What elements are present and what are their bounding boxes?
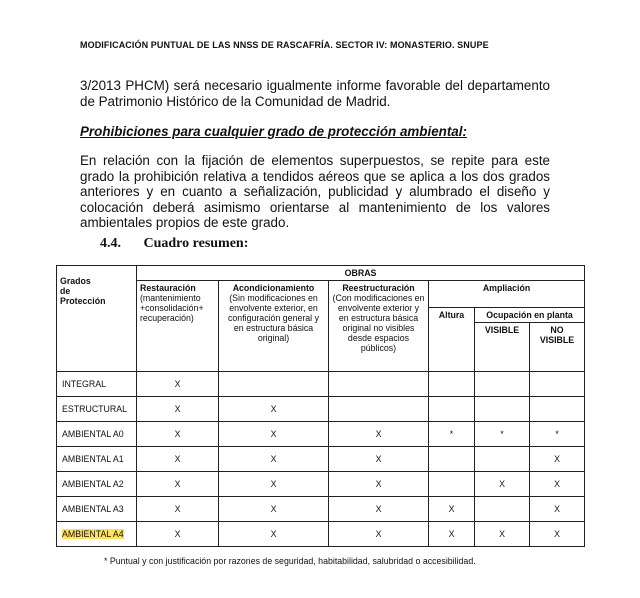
- cell-mark: X: [329, 522, 429, 547]
- grade-label: [57, 372, 137, 397]
- cell-mark: X: [219, 397, 329, 422]
- altura-header: Altura: [429, 308, 475, 372]
- cell-mark: X: [137, 472, 219, 497]
- cell-mark: X: [137, 422, 219, 447]
- paragraph-line: de Patrimonio Histórico de la Comunidad de Madrid.: [80, 93, 391, 109]
- cell-mark: X: [530, 447, 585, 472]
- cell-mark: X: [219, 447, 329, 472]
- cell-mark: *: [475, 422, 530, 447]
- grade-label-text: ESTRUCTURAL: [62, 404, 128, 414]
- paragraph-prohibiciones: [80, 153, 550, 231]
- obras-header: OBRAS: [137, 266, 585, 281]
- paragraph-informe: [80, 78, 550, 109]
- cell-mark: X: [530, 497, 585, 522]
- acondicionamiento-title: Acondicionamiento: [232, 283, 315, 293]
- reestructuracion-title: Reestructuración: [342, 283, 415, 293]
- grade-label: [57, 472, 137, 497]
- table-row: [57, 472, 585, 497]
- paragraph-line: En relación con la fijación de elementos superpuestos, se repite para este: [80, 153, 550, 168]
- cell-mark: X: [475, 522, 530, 547]
- cell-mark: [219, 372, 329, 397]
- cell-mark: X: [219, 522, 329, 547]
- paragraph-line: 3/2013 PHCM) será necesario igualmente informe favorable del departamento: [80, 78, 550, 93]
- cell-mark: X: [137, 497, 219, 522]
- cell-mark: X: [530, 522, 585, 547]
- cell-mark: [329, 372, 429, 397]
- table-row: [57, 447, 585, 472]
- cell-mark: *: [429, 422, 475, 447]
- grade-label: [57, 522, 137, 547]
- grade-label: [57, 422, 137, 447]
- grade-label-text: AMBIENTAL A4: [62, 529, 124, 539]
- cell-mark: [429, 397, 475, 422]
- section-heading: [100, 236, 248, 252]
- cell-mark: X: [219, 497, 329, 522]
- acondicionamiento-desc: (Sin modificaciones en envolvente exterior, en configuración general y en estructura básica original): [228, 293, 319, 343]
- grade-label-text: AMBIENTAL A2: [62, 479, 124, 489]
- paragraph-line: colocación deberá asimismo orientarse al mantenimiento de los valores: [80, 199, 550, 215]
- grados-line: Grados: [60, 276, 91, 286]
- table-row: [57, 397, 585, 422]
- cell-mark: [475, 397, 530, 422]
- cell-mark: X: [475, 472, 530, 497]
- no-visible-header: NO VISIBLE: [530, 323, 585, 372]
- summary-table: [56, 265, 585, 547]
- restauracion-title: Restauración: [140, 283, 196, 293]
- grade-label-text: AMBIENTAL A1: [62, 454, 124, 464]
- cell-mark: [429, 472, 475, 497]
- cell-mark: X: [137, 522, 219, 547]
- reestructuracion-desc: (Con modificaciones en envolvente exterior y en estructura básica original no visibles desde espacios públicos): [332, 293, 425, 353]
- subtitle-prohibiciones: Prohibiciones para cualquier grado de protección ambiental:: [80, 124, 467, 139]
- cell-mark: [530, 397, 585, 422]
- cell-mark: [475, 497, 530, 522]
- ampliacion-header: Ampliación: [429, 281, 585, 308]
- cell-mark: X: [137, 397, 219, 422]
- grade-label-text: AMBIENTAL A3: [62, 504, 124, 514]
- cell-mark: [329, 397, 429, 422]
- paragraph-line: anteriores y en cuanto a señalización, publicidad y alumbrado el diseño y: [80, 184, 550, 199]
- section-number: 4.4.: [100, 236, 121, 251]
- acondicionamiento-header: [219, 281, 329, 372]
- cell-mark: X: [219, 472, 329, 497]
- cell-mark: X: [137, 447, 219, 472]
- cell-mark: X: [329, 497, 429, 522]
- paragraph-line: grado la prohibición relativa a tendidos aéreos que se aplica a los dos grados: [80, 168, 550, 184]
- paragraph-line: ambientales propios de este grado.: [80, 215, 290, 230]
- cell-mark: X: [219, 422, 329, 447]
- cell-mark: [429, 372, 475, 397]
- grade-label: [57, 397, 137, 422]
- cell-mark: X: [530, 472, 585, 497]
- cell-mark: X: [329, 447, 429, 472]
- cell-mark: X: [429, 497, 475, 522]
- reestructuracion-header: [329, 281, 429, 372]
- table-row: [57, 372, 585, 397]
- table-row: [57, 422, 585, 447]
- cell-mark: X: [137, 372, 219, 397]
- restauracion-header: [137, 281, 219, 372]
- grados-line: de: [60, 286, 71, 296]
- cell-mark: X: [329, 472, 429, 497]
- cell-mark: X: [429, 522, 475, 547]
- grade-label-text: INTEGRAL: [62, 379, 106, 389]
- table-row: [57, 522, 585, 547]
- cell-mark: *: [530, 422, 585, 447]
- grados-line: Protección: [60, 296, 106, 306]
- cell-mark: [475, 447, 530, 472]
- grade-label: [57, 447, 137, 472]
- grade-label-text: AMBIENTAL A0: [62, 429, 124, 439]
- visible-header: VISIBLE: [475, 323, 530, 372]
- cell-mark: X: [329, 422, 429, 447]
- footnote: * Puntual y con justificación por razones de seguridad, habitabilidad, salubridad o accesibilidad.: [104, 556, 476, 566]
- ocupacion-header: Ocupación en planta: [475, 308, 585, 323]
- section-title: Cuadro resumen:: [143, 236, 249, 251]
- document-header: MODIFICACIÓN PUNTUAL DE LAS NNSS DE RASCAFRÍA. SECTOR IV: MONASTERIO. SNUPE: [80, 40, 489, 50]
- cell-mark: [475, 372, 530, 397]
- grados-header: [57, 266, 137, 372]
- table-row: [57, 497, 585, 522]
- grade-label: [57, 497, 137, 522]
- restauracion-desc: (mantenimiento +consolidación+ recuperación): [140, 293, 204, 323]
- cell-mark: [530, 372, 585, 397]
- cell-mark: [429, 447, 475, 472]
